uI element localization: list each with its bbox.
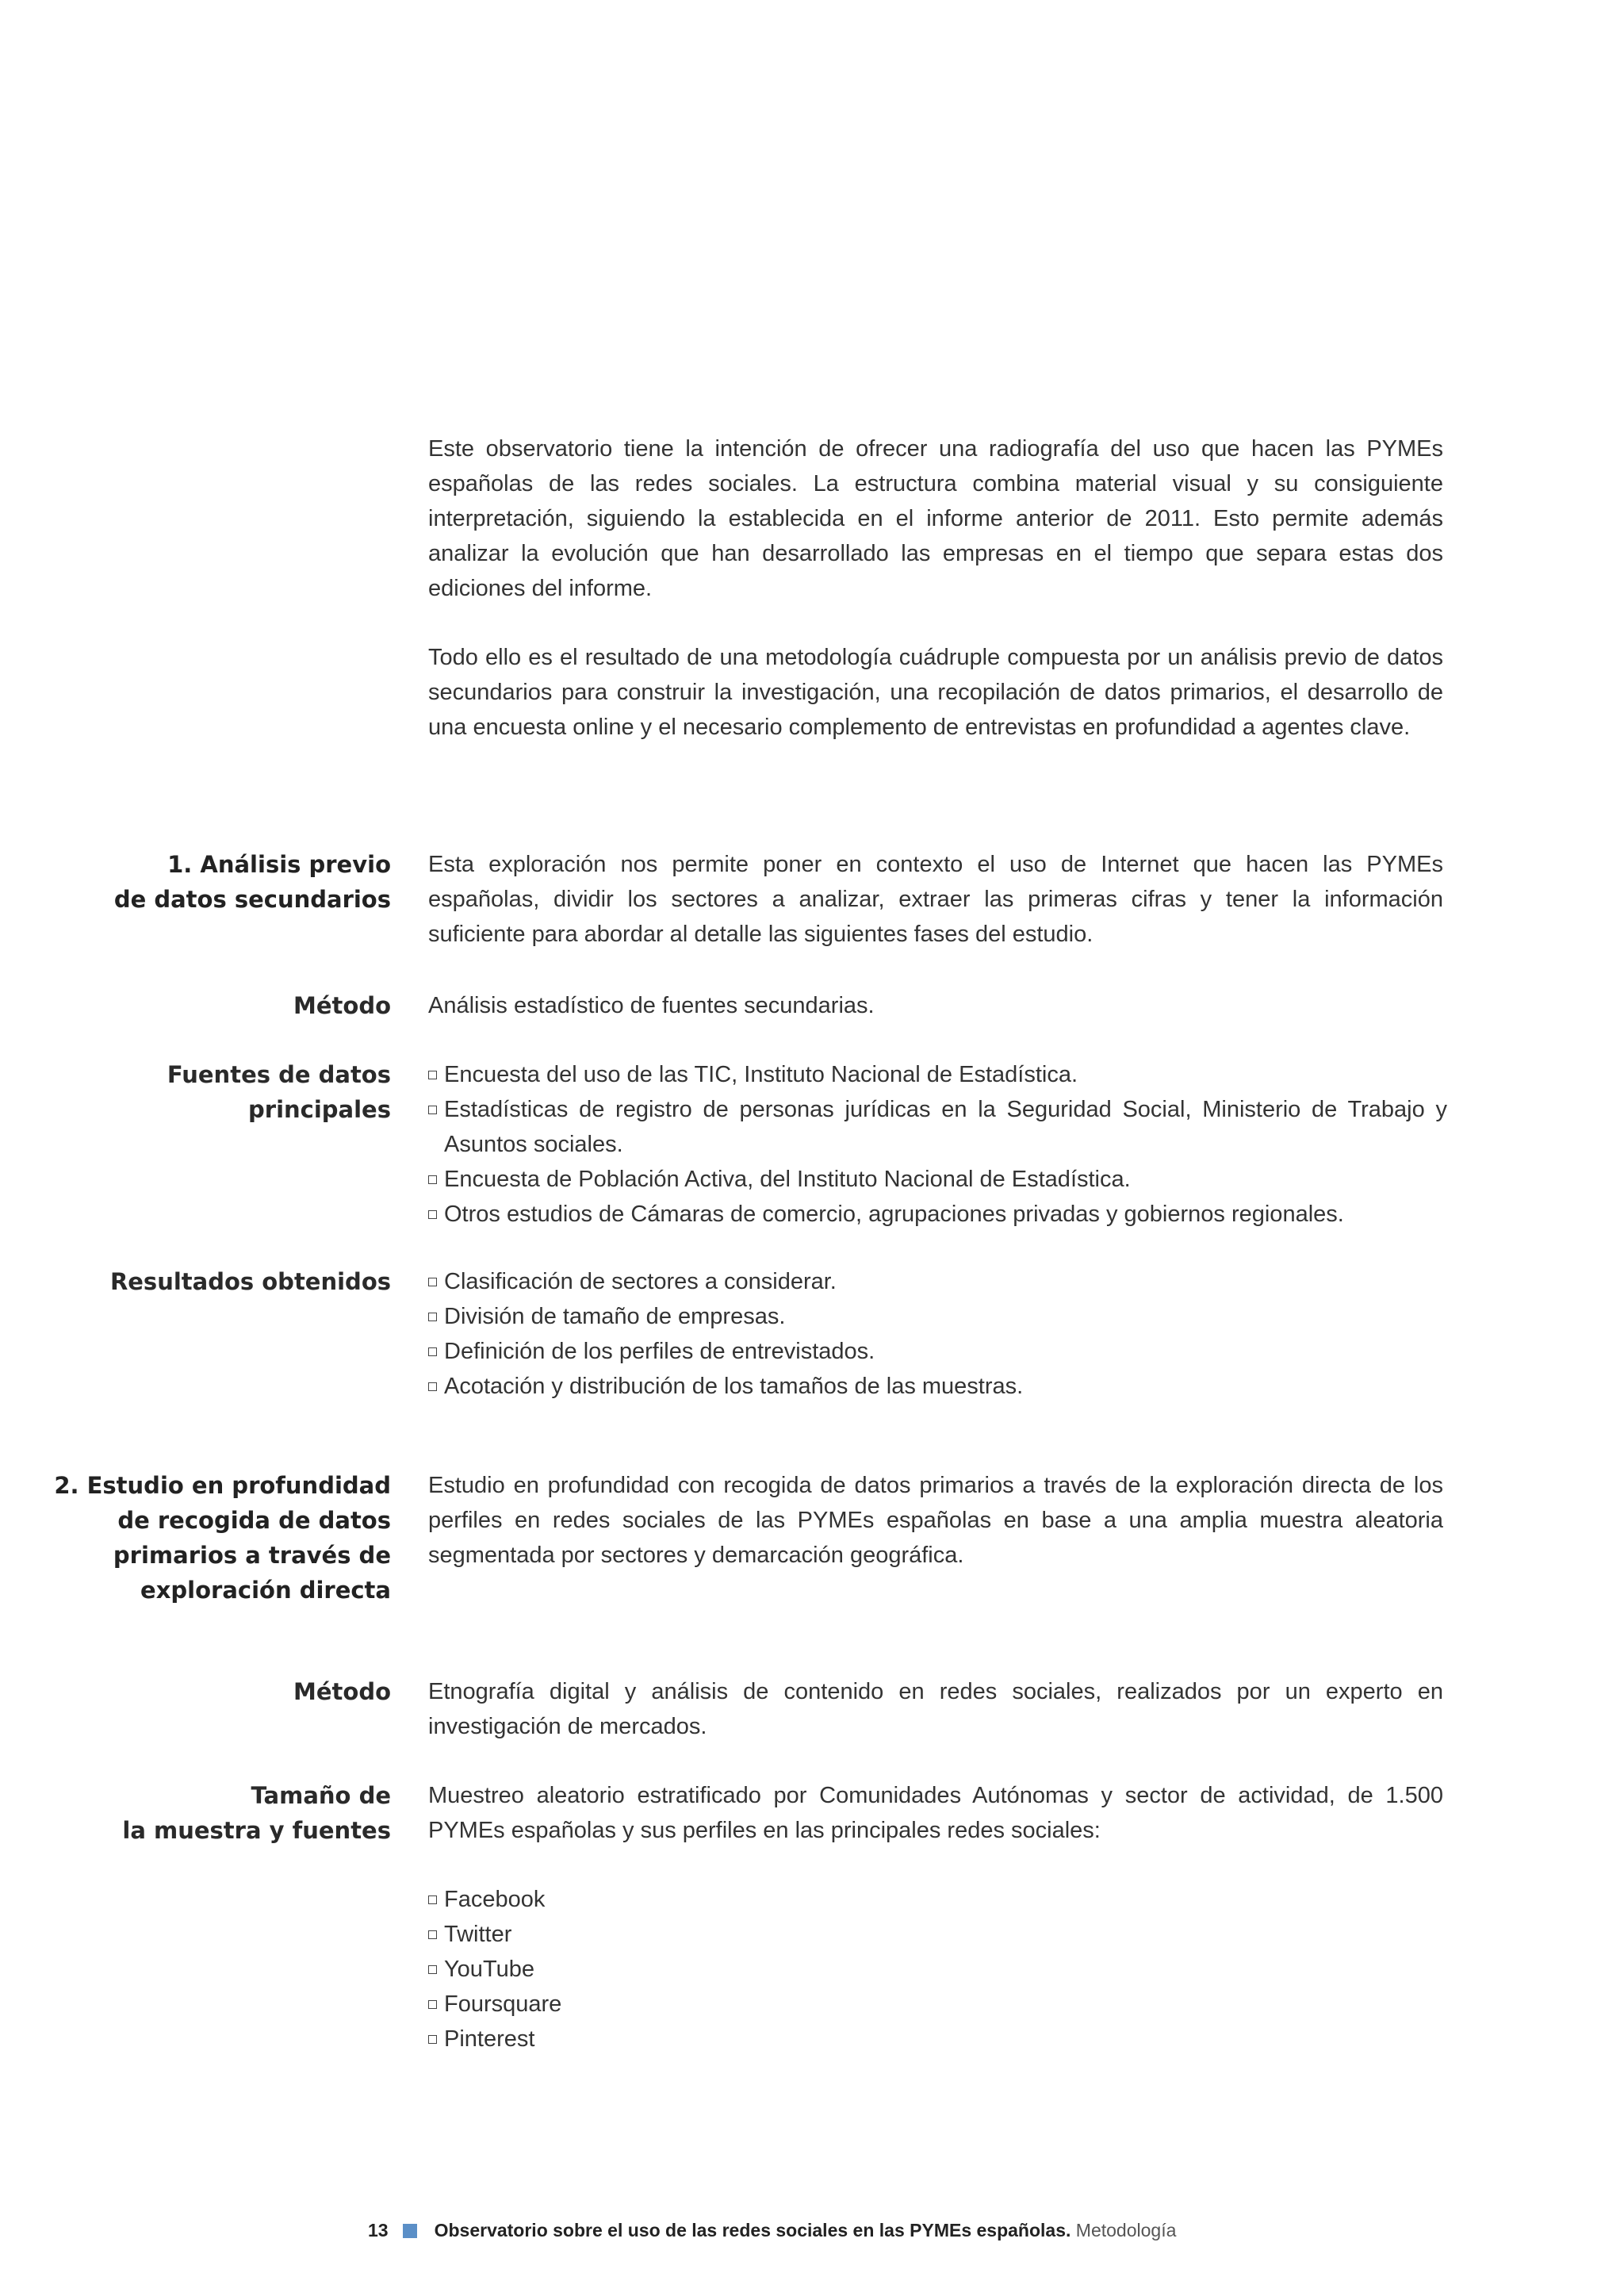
sources-label-line: Fuentes de datos (167, 1061, 391, 1088)
section-1-heading (0, 847, 391, 917)
checkbox-square-icon (428, 1382, 437, 1391)
section-2-method-label: Método (293, 1678, 391, 1705)
section-2-heading-line: exploración directa (140, 1577, 391, 1604)
checkbox-square-icon (428, 1930, 437, 1939)
section-2-heading-line: primarios a través de (113, 1542, 391, 1569)
section-1-method-text: Análisis estadístico de fuentes secundarias. (428, 993, 875, 1018)
list-item (428, 1917, 1447, 1952)
checkbox-square-icon (428, 1347, 437, 1356)
list-item-text: Definición de los perfiles de entrevistados. (444, 1339, 875, 1364)
checkbox-square-icon (428, 1895, 437, 1904)
section-1-sources-list (428, 1057, 1447, 1232)
list-item-text: Facebook (444, 1887, 546, 1912)
section-2-heading-line: 2. Estudio en profundidad (54, 1472, 391, 1499)
footer-section: Metodología (1075, 2220, 1177, 2240)
list-item (428, 1264, 1447, 1299)
list-item-text: Estadísticas de registro de personas jurídicas en la Seguridad Social, Ministerio de Trabajo y Asuntos sociales. (444, 1097, 1447, 1157)
checkbox-square-icon (428, 1210, 437, 1219)
list-item-text: Encuesta de Población Activa, del Instituto Nacional de Estadística. (444, 1167, 1131, 1192)
section-2-sample-text: Muestreo aleatorio estratificado por Comunidades Autónomas y sector de actividad, de 1.500 PYMEs españolas y sus perfiles en las principales redes sociales: (428, 1783, 1443, 1843)
sources-label-line: principales (248, 1096, 391, 1123)
list-item-text: Encuesta del uso de las TIC, Instituto Nacional de Estadística. (444, 1062, 1078, 1087)
checkbox-square-icon (428, 1175, 437, 1184)
list-item-text: Acotación y distribución de los tamaños de las muestras. (444, 1374, 1024, 1399)
intro-paragraph-1: Este observatorio tiene la intención de ofrecer una radiografía del uso que hacen las PYMEs españolas de las redes sociales. La estructura combina material visual y su consiguiente interpretación, siguiendo la establecida en el informe anterior de 2011. Esto permite además analizar la evolución que han desarrollado las empresas en el tiempo que separa estas dos ediciones del informe. (428, 436, 1443, 601)
page-footer (368, 2218, 1176, 2242)
checkbox-square-icon (428, 2000, 437, 2009)
section-1-sources-label (0, 1057, 391, 1127)
list-item-text: YouTube (444, 1957, 534, 1982)
list-item (428, 1197, 1447, 1232)
section-1-method-label: Método (293, 992, 391, 1019)
list-item (428, 1334, 1447, 1369)
section-1-heading-line: de datos secundarios (113, 886, 391, 913)
section-1-text: Esta exploración nos permite poner en contexto el uso de Internet que hacen las PYMEs españolas, dividir los sectores a analizar, extraer las primeras cifras y tener la información suficiente para abordar al detalle las siguientes fases del estudio. (428, 852, 1443, 947)
section-2-networks-list (428, 1882, 1447, 2056)
checkbox-square-icon (428, 1313, 437, 1321)
list-item-text: Foursquare (444, 1991, 562, 2017)
section-2-heading-line: de recogida de datos (117, 1507, 391, 1534)
section-2-sample-label (0, 1778, 391, 1848)
checkbox-square-icon (428, 2035, 437, 2044)
list-item-text: Otros estudios de Cámaras de comercio, agrupaciones privadas y gobiernos regionales. (444, 1202, 1344, 1227)
list-item (428, 1299, 1447, 1334)
section-2-method-text: Etnografía digital y análisis de contenido en redes sociales, realizados por un experto en investigación de mercados. (428, 1679, 1443, 1739)
checkbox-square-icon (428, 1965, 437, 1974)
section-2-heading (0, 1468, 391, 1608)
list-item (428, 1092, 1447, 1162)
list-item (428, 1987, 1447, 2022)
list-item (428, 1057, 1447, 1092)
list-item (428, 1162, 1447, 1197)
list-item (428, 2022, 1447, 2056)
list-item-text: Pinterest (444, 2026, 535, 2052)
sample-label-line: la muestra y fuentes (122, 1817, 391, 1844)
list-item (428, 1882, 1447, 1917)
page-number: 13 (368, 2220, 389, 2240)
footer-title: Observatorio sobre el uso de las redes sociales en las PYMEs españolas. (434, 2220, 1071, 2240)
checkbox-square-icon (428, 1278, 437, 1286)
list-item-text: Twitter (444, 1922, 512, 1947)
checkbox-square-icon (428, 1106, 437, 1114)
section-1-heading-line: 1. Análisis previo (167, 851, 391, 878)
list-item-text: Clasificación de sectores a considerar. (444, 1269, 837, 1294)
intro-paragraph-2: Todo ello es el resultado de una metodología cuádruple compuesta por un análisis previo de datos secundarios para construir la investigación, una recopilación de datos primarios, el desarrollo de una encuesta online y el necesario complemento de entrevistas en profundidad a agentes clave. (428, 645, 1443, 740)
section-1-results-list (428, 1264, 1447, 1404)
section-1-results-label: Resultados obtenidos (109, 1268, 391, 1295)
checkbox-square-icon (428, 1071, 437, 1079)
list-item-text: División de tamaño de empresas. (444, 1304, 786, 1329)
blue-square-icon (403, 2224, 417, 2238)
section-2-text: Estudio en profundidad con recogida de datos primarios a través de la exploración directa de los perfiles en redes sociales de las PYMEs españolas en base a una amplia muestra aleatoria segmentada por sectores y demarcación geográfica. (428, 1473, 1443, 1568)
list-item (428, 1952, 1447, 1987)
list-item (428, 1369, 1447, 1404)
sample-label-line: Tamaño de (251, 1782, 391, 1809)
